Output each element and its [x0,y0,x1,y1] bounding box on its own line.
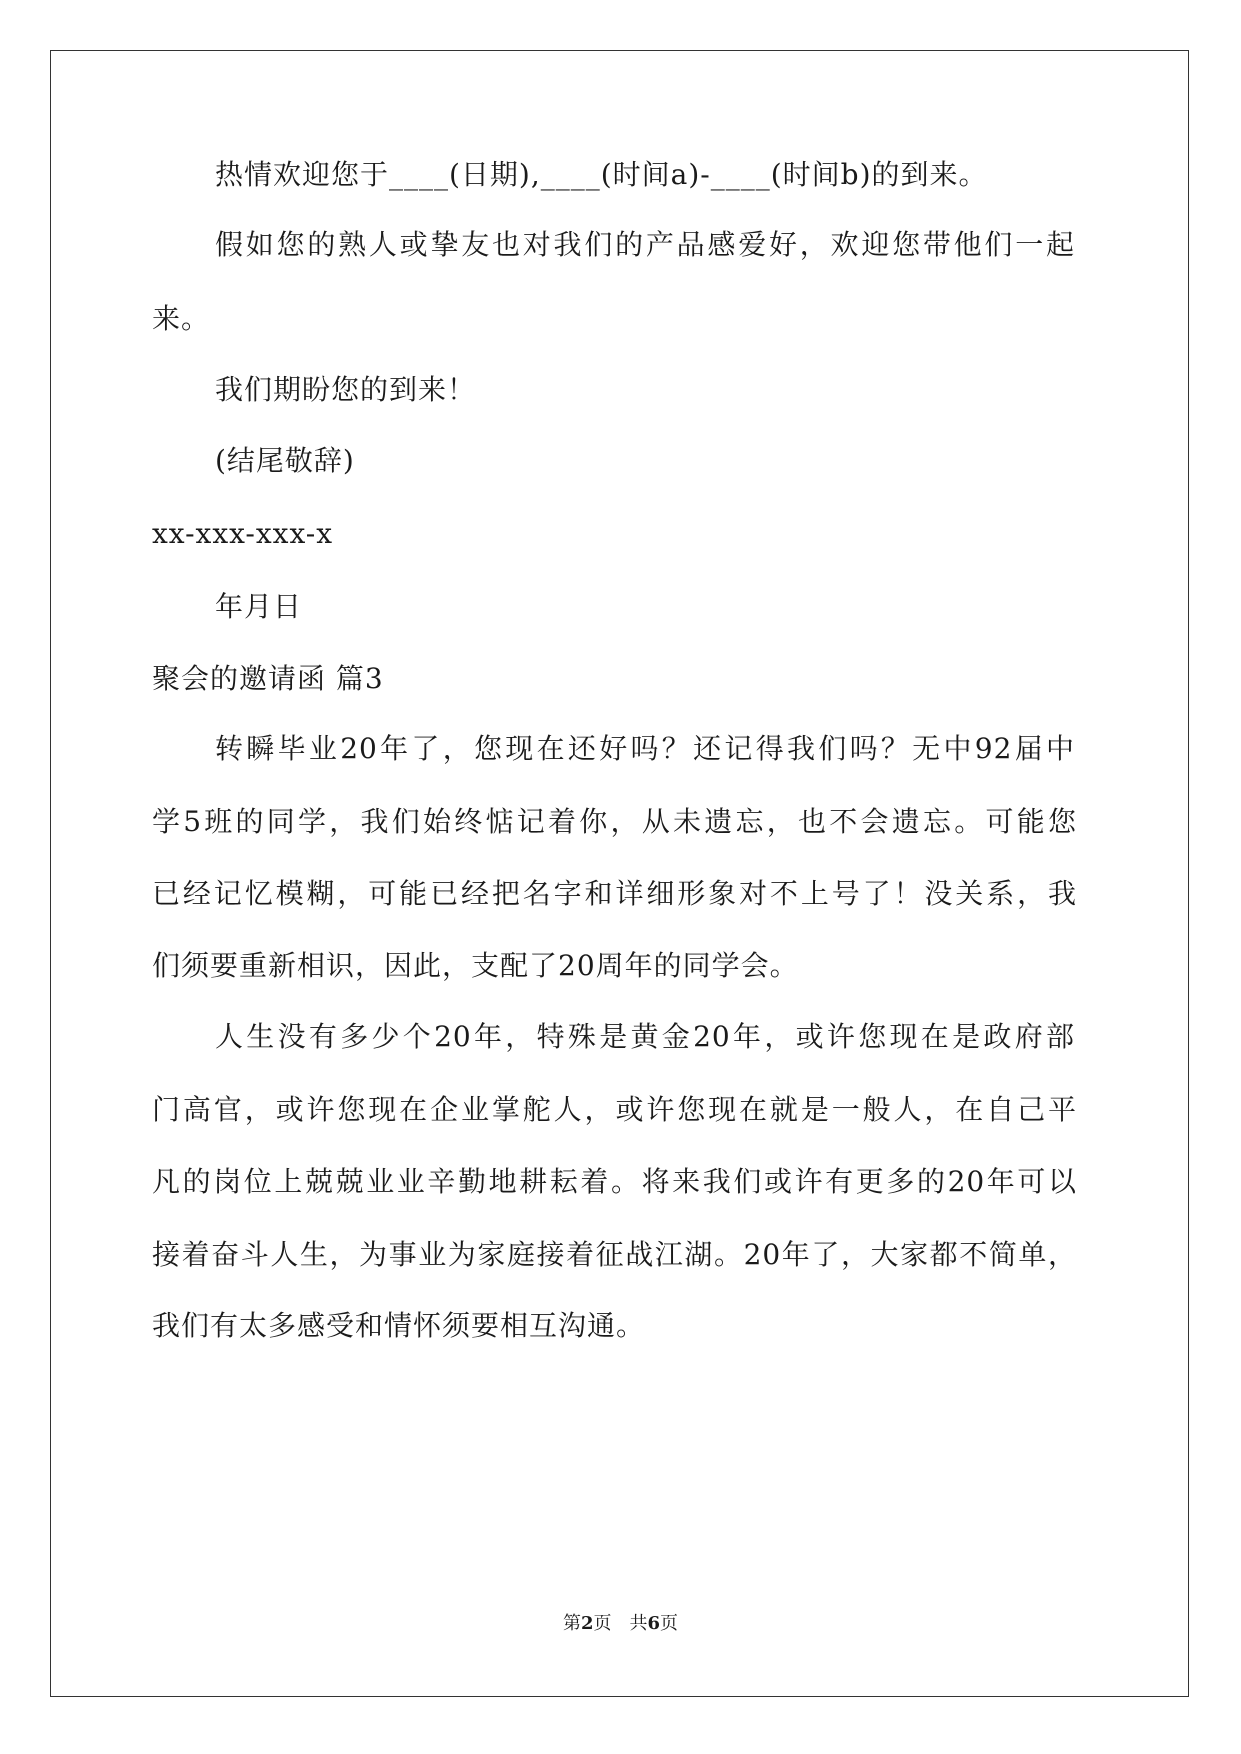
footer-page-unit: 页 [593,1613,612,1634]
paragraph-line: 转瞬毕业20年了，您现在还好吗？还记得我们吗？无中92届中 [215,732,1075,765]
current-page-number: 2 [580,1613,594,1634]
date-line: 年月日 [215,590,303,623]
paragraph-line: 接着奋斗人生，为事业为家庭接着征战江湖。20年了，大家都不简单， [152,1238,1077,1271]
closing-salutation: (结尾敬辞) [215,444,355,477]
paragraph-line: 们须要重新相识，因此，支配了20周年的同学会。 [152,949,799,982]
footer-prefix: 第 [562,1613,581,1634]
total-page-number: 6 [647,1613,661,1634]
paragraph-line: 学5班的同学，我们始终惦记着你，从未遗忘，也不会遗忘。可能您 [152,805,1077,838]
paragraph-line: 门高官，或许您现在企业掌舵人，或许您现在就是一般人，在自己平 [152,1093,1077,1126]
paragraph-line: 来。 [152,302,211,335]
paragraph-line: 热情欢迎您于____(日期),____(时间a)-____(时间b)的到来。 [215,158,988,191]
paragraph-line: 人生没有多少个20年，特殊是黄金20年，或许您现在是政府部 [215,1020,1075,1053]
paragraph-line: 已经记忆模糊，可能已经把名字和详细形象对不上号了！没关系，我 [152,877,1077,910]
paragraph-line: 我们期盼您的到来！ [215,373,477,406]
sender-placeholder: xx-xxx-xxx-x [152,517,334,550]
footer-total-unit: 页 [660,1613,679,1634]
paragraph-line: 假如您的熟人或挚友也对我们的产品感爱好，欢迎您带他们一起 [215,228,1075,261]
footer-total-prefix: 共 [629,1613,648,1634]
page-footer [0,1612,1241,1636]
paragraph-line: 凡的岗位上兢兢业业辛勤地耕耘着。将来我们或许有更多的20年可以 [152,1165,1077,1198]
paragraph-line: 我们有太多感受和情怀须要相互沟通。 [152,1309,646,1342]
section-heading: 聚会的邀请函 篇3 [152,662,384,695]
